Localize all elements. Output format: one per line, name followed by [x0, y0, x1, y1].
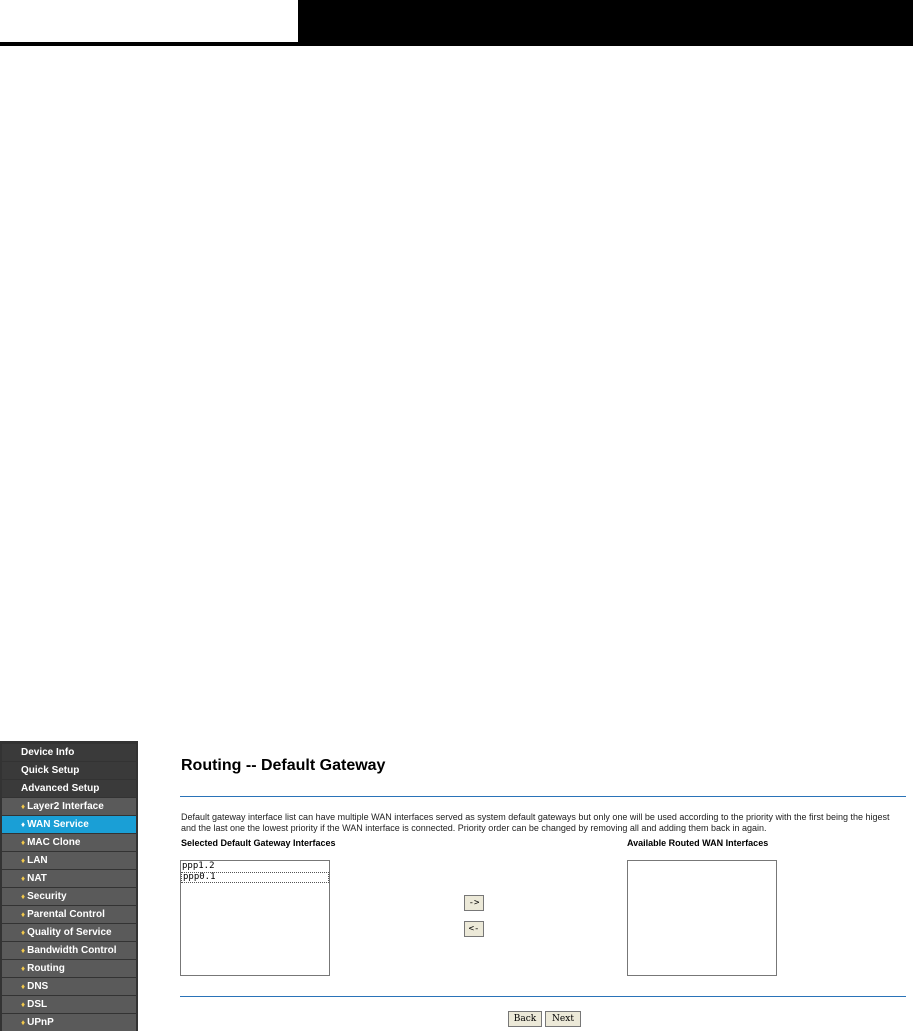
bullet-icon: ♦ — [21, 892, 26, 901]
bullet-icon: ♦ — [21, 856, 26, 865]
sidebar-item-label: Quality of Service — [27, 927, 112, 938]
sidebar-item-label: NAT — [27, 873, 47, 884]
sidebar-item-routing[interactable] — [2, 960, 136, 977]
sidebar-item-bandwidth-control[interactable] — [2, 942, 136, 959]
bullet-icon: ♦ — [21, 1000, 26, 1009]
sidebar-item-device-info[interactable] — [2, 744, 136, 761]
title-divider — [180, 796, 906, 797]
bullet-icon: ♦ — [21, 838, 26, 847]
sidebar-item-quick-setup[interactable] — [2, 762, 136, 779]
page-description: Default gateway interface list can have multiple WAN interfaces served as system default gateways but only one will be used according to the priority with the first being the higest and the last one the lowest priority if the WAN interface is connected. Priority order can be changed by removing all and adding them back in again. — [181, 812, 890, 833]
page-title: Routing -- Default Gateway — [181, 757, 386, 774]
manual-header-bar — [298, 0, 913, 42]
sidebar-item-security[interactable] — [2, 888, 136, 905]
bullet-icon: ♦ — [21, 982, 26, 991]
sidebar-item-mac-clone[interactable] — [2, 834, 136, 851]
add-interface-button[interactable]: -> — [464, 895, 484, 911]
sidebar-item-lan[interactable] — [2, 852, 136, 869]
sidebar-item-label: Security — [27, 891, 67, 902]
available-interfaces-listbox[interactable] — [627, 860, 777, 976]
next-button[interactable]: Next — [545, 1011, 581, 1027]
sidebar-item-label: Advanced Setup — [21, 783, 100, 794]
remove-interface-button[interactable]: <- — [464, 921, 484, 937]
available-interfaces-label: Available Routed WAN Interfaces — [627, 838, 769, 848]
sidebar-item-layer2-interface[interactable] — [2, 798, 136, 815]
bullet-icon: ♦ — [21, 820, 26, 829]
selected-interfaces-listbox[interactable] — [180, 860, 330, 976]
sidebar-item-label: MAC Clone — [27, 837, 81, 848]
bullet-icon: ♦ — [21, 946, 26, 955]
sidebar-item-label: Device Info — [21, 747, 75, 758]
bullet-icon: ♦ — [21, 964, 26, 973]
sidebar-item-upnp[interactable] — [2, 1014, 136, 1031]
sidebar-item-nat[interactable] — [2, 870, 136, 887]
sidebar-item-label: Bandwidth Control — [27, 945, 117, 956]
sidebar-item-wan-service[interactable] — [2, 816, 136, 833]
sidebar-item-label: UPnP — [27, 1017, 54, 1028]
sidebar-item-label: DSL — [27, 999, 48, 1010]
bullet-icon: ♦ — [21, 802, 26, 811]
sidebar-item-dsl[interactable] — [2, 996, 136, 1013]
sidebar-item-label: Routing — [27, 963, 65, 974]
manual-header-rule — [0, 42, 913, 46]
sidebar — [0, 741, 138, 1031]
sidebar-item-label: Parental Control — [27, 909, 105, 920]
sidebar-item-parental-control[interactable] — [2, 906, 136, 923]
sidebar-item-quality-of-service[interactable] — [2, 924, 136, 941]
bullet-icon: ♦ — [21, 910, 26, 919]
sidebar-item-label: LAN — [27, 855, 48, 866]
sidebar-item-advanced-setup[interactable] — [2, 780, 136, 797]
back-button[interactable]: Back — [508, 1011, 542, 1027]
bullet-icon: ♦ — [21, 874, 26, 883]
sidebar-item-label: DNS — [27, 981, 49, 992]
sidebar-item-dns[interactable] — [2, 978, 136, 995]
interface-option[interactable]: ppp0.1 — [181, 872, 329, 883]
sidebar-item-label: Layer2 Interface — [27, 801, 104, 812]
bullet-icon: ♦ — [21, 928, 26, 937]
sidebar-item-label: Quick Setup — [21, 765, 80, 776]
bullet-icon: ♦ — [21, 1018, 26, 1027]
selected-interfaces-label: Selected Default Gateway Interfaces — [181, 838, 336, 848]
bottom-divider — [180, 996, 906, 997]
sidebar-item-label: WAN Service — [27, 819, 89, 830]
interface-option[interactable]: ppp1.2 — [182, 861, 215, 871]
